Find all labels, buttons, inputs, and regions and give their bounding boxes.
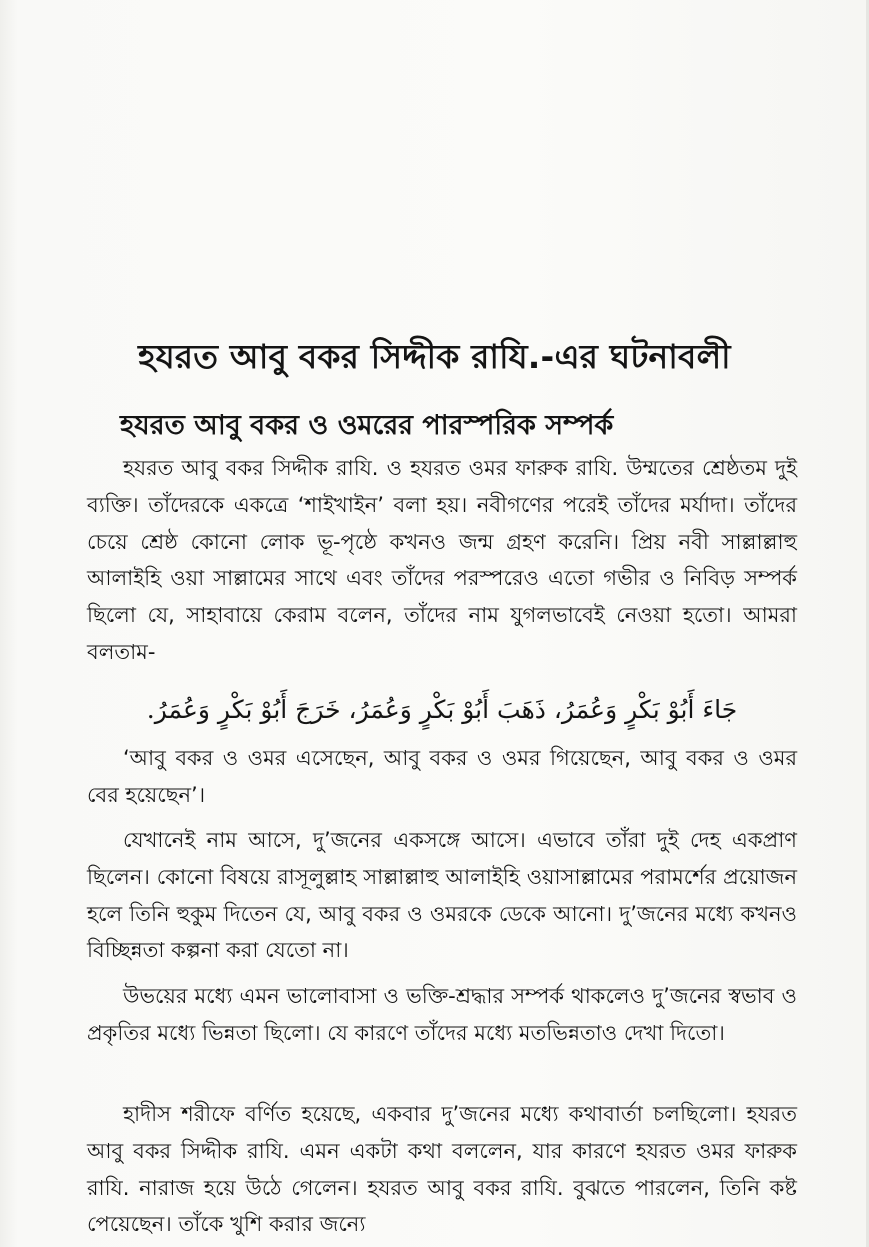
paragraph-1: হযরত আবু বকর সিদ্দীক রাযি. ও হযরত ওমর ফারুক রাযি. উম্মতের শ্রেষ্ঠতম দুই ব্যক্তি। তাঁদেরকে একত্রে ‘শাইখাইন’ বলা হয়। নবীগণের পরেই তাঁদের মর্যাদা। তাঁদের চেয়ে শ্রেষ্ঠ কোনো লোক ভূ-পৃষ্ঠে কখনও জন্ম গ্রহণ করেনি। প্রিয় নবী সাল্লাল্লাহু আলাইহি ওয়া সাল্লামের সাথে এবং তাঁদের পরস্পরেও এতো গভীর ও নিবিড় সম্পর্ক ছিলো যে, সাহাবায়ে কেরাম বলেন, তাঁদের নাম যুগলভাবেই নেওয়া হতো। আমরা বলতাম-: [87, 456, 797, 664]
paragraph-3: যেখানেই নাম আসে, দু’জনের একসঙ্গে আসে। এভাবে তাঁরা দুই দেহ একপ্রাণ ছিলেন। কোনো বিষয়ে রাসূলুল্লাহ সাল্লাল্লাহু আলাইহি ওয়াসাল্লামের পরামর্শের প্রয়োজন হলে তিনি হুকুম দিতেন যে, আবু বকর ও ওমরকে ডেকে আনো। দু’জনের মধ্যে কখনও বিচ্ছিন্নতা কল্পনা করা যেতো না।: [87, 828, 797, 963]
paragraph-5: হাদীস শরীফে বর্ণিত হয়েছে, একবার দু’জনের মধ্যে কথাবার্তা চলছিলো। হযরত আবু বকর সিদ্দীক রাযি. এমন একটা কথা বললেন, যার কারণে হযরত ওমর ফারুক রাযি. নারাজ হয়ে উঠে গেলেন। হযরত আবু বকর রাযি. বুঝতে পারলেন, তিনি কষ্ট পেয়েছেন। তাঁকে খুশি করার জন্যে: [87, 1102, 797, 1237]
chapter-title: হযরত আবু বকর সিদ্দীক রাযি.-এর ঘটনাবলী: [138, 337, 731, 376]
paragraph-2: ‘আবু বকর ও ওমর এসেছেন, আবু বকর ও ওমর গিয়েছেন, আবু বকর ও ওমর বের হয়েছেন’।: [87, 746, 797, 807]
paragraph-4: উভয়ের মধ্যে এমন ভালোবাসা ও ভক্তি-শ্রদ্ধার সম্পর্ক থাকলেও দু’জনের স্বভাব ও প্রকৃতির মধ্যে ভিন্নতা ছিলো। যে কারণে তাঁদের মধ্যে মতভিন্নতাও দেখা দিতো।: [87, 984, 797, 1045]
arabic-quote: جَاءَ أَبُوْ بَكْرٍ وَعُمَرُ، ذَهَبَ أَبُوْ بَكْرٍ وَعُمَرُ، خَرَجَ أَبُوْ بَكْرٍ وَعُمَرُ.: [146, 695, 738, 724]
section-heading: হযরত আবু বকর ও ওমরের পারস্পরিক সম্পর্ক: [120, 410, 614, 441]
